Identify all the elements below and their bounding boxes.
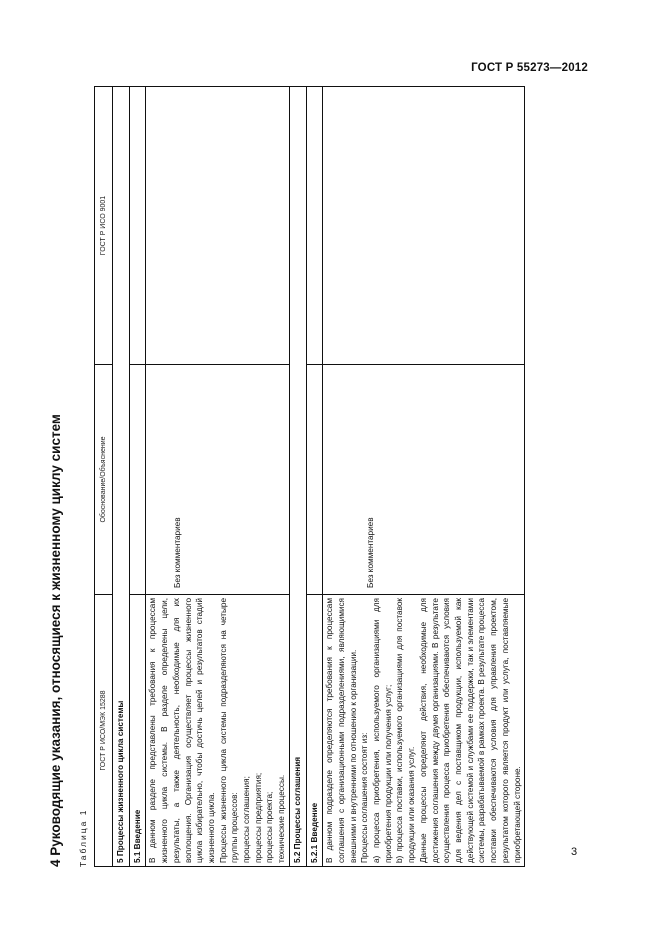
column-header-rationale: Обоснование/Объяснение [95, 365, 113, 595]
paragraph: В данном разделе представлены требования к процессам жизненного цикла системы. В разделе определены цели, результаты, а также деятельность, необходимые для их воплощения. Организация осуществляет процессы жизненного цикла избирательно, чтобы достичь целей и результатов стадий жизненного цикла. [148, 598, 216, 863]
table-row [289, 87, 306, 867]
table-row [323, 87, 525, 867]
table-row [129, 87, 146, 867]
column-header-9001: ГОСТ Р ИСО 9001 [95, 87, 113, 365]
section-heading-5: 5 Процессы жизненного цикла системы [113, 87, 130, 867]
list-item: а) процесса приобретения, используемого организациями для приобретения продукции или получения услуг; [372, 598, 393, 863]
list-item: процессы проекта; [265, 791, 275, 863]
page-number: 3 [571, 846, 578, 858]
requirements-table [94, 86, 525, 867]
subsection-heading-5-2-1: 5.2.1 Введение [306, 595, 323, 867]
list-item: технические процессы. [277, 774, 287, 863]
table-row [306, 87, 323, 867]
table-label: Таблица 1 [78, 808, 88, 867]
list-item: процессы предприятия; [253, 772, 263, 863]
paragraph: Данные процессы определяют действия, необходимые для достижения соглашения между двумя организациями. В результате осуществления процесса приобретения обеспечиваются условия для ведения дел с поставщиком продукции, используемой как действующей системой и службами ее поддержки, так и элементами системы, разрабатываемой в рамках проекта. В результате процесса поставки обеспечиваются условия для управления проектом, результатом которого является продукт или услуга, поставляемые приобретающей стороне. [418, 598, 522, 863]
list-item: процессы соглашения; [242, 776, 252, 863]
column-header-15288: ГОСТ Р ИСО/МЭК 15288 [95, 595, 113, 867]
table-cell [306, 365, 323, 595]
document-header-standard: ГОСТ Р 55273—2012 [471, 62, 588, 74]
paragraph: Процессы жизненного цикла системы подразделяются на четыре группы процессов: [218, 598, 240, 863]
section-title: 4 Руководящие указания, относящиеся к жизненному циклу систем [48, 414, 63, 867]
subsection-heading-5-1: 5.1 Введение [129, 595, 146, 867]
paragraph: Процессы соглашения состоят из: [360, 732, 370, 863]
table-cell-9001 [146, 87, 289, 365]
table-row [146, 87, 289, 867]
table-header-row [95, 87, 113, 867]
table-cell-15288 [146, 595, 289, 867]
table-cell-rationale: Без комментариев [323, 365, 525, 595]
table-cell [129, 87, 146, 365]
paragraph: В данном подразделе определяются требования к процессам соглашения с организационными подразделениями, являющимися внешними и внутренними по отношению к организации. [325, 598, 358, 863]
section-heading-5-2: 5.2 Процессы соглашения [289, 87, 306, 867]
rotated-content [48, 87, 598, 867]
list-item: b) процесса поставки, используемого организациями для поставок продукции или оказания услуг. [395, 598, 417, 863]
table-cell-15288 [323, 595, 525, 867]
table-cell-9001 [323, 87, 525, 365]
table-cell [129, 365, 146, 595]
table-row [113, 87, 130, 867]
table-cell-rationale: Без комментариев [146, 365, 289, 595]
table-cell [306, 87, 323, 365]
